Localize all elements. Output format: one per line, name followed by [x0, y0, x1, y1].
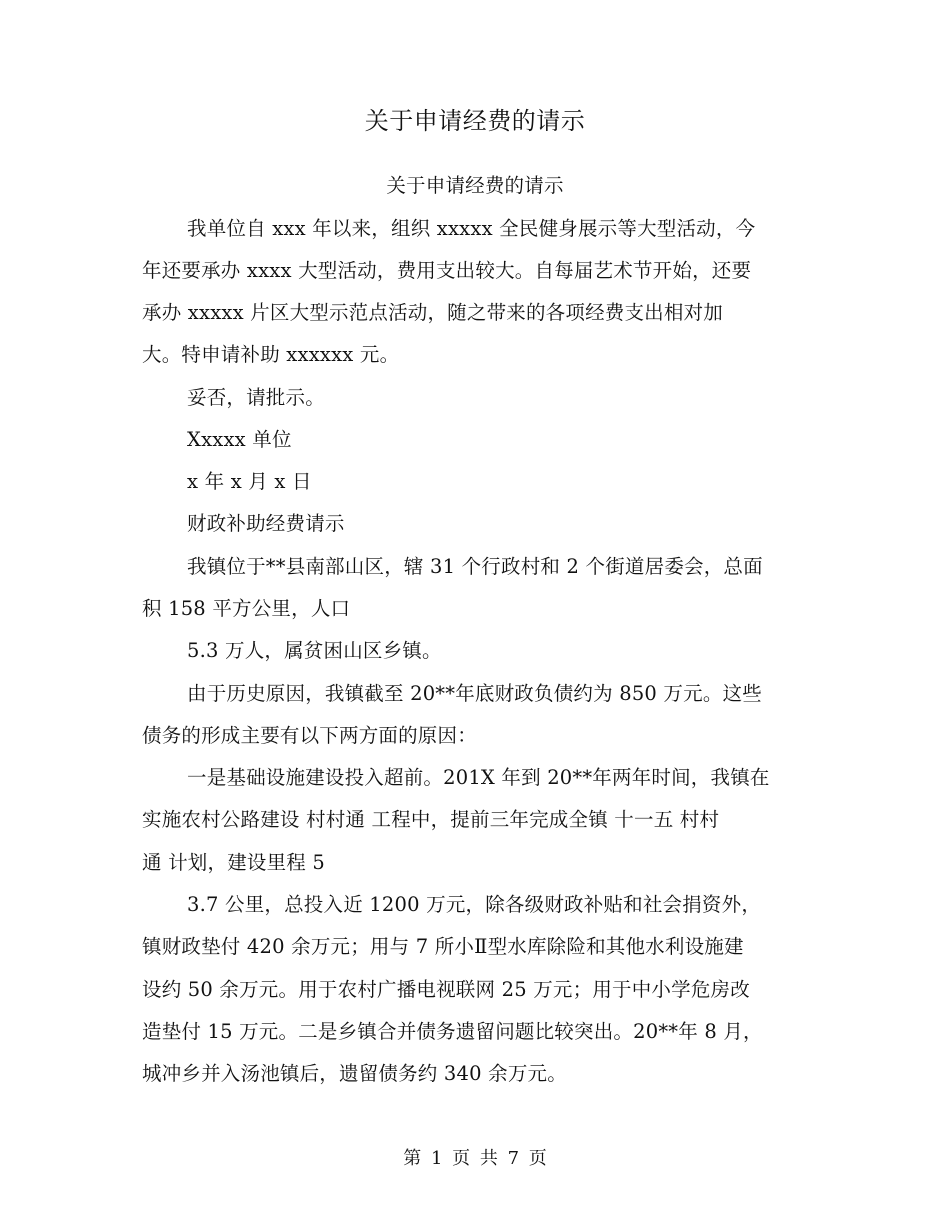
paragraph-line: 造垫付 15 万元。二是乡镇合并债务遗留问题比较突出。20**年 8 月，	[142, 1020, 763, 1043]
document-title: 关于申请经费的请示	[364, 107, 586, 135]
paragraph-line: 5.3 万人，属贫困山区乡镇。	[187, 639, 442, 662]
paragraph-line: 一是基础设施建设投入超前。201X 年到 20**年两年时间，我镇在	[187, 766, 770, 789]
section-heading: 财政补助经费请示	[187, 512, 345, 535]
sender-date: x 年 x 月 x 日	[187, 470, 312, 493]
paragraph-line: 我单位自 xxx 年以来，组织 xxxxx 全民健身展示等大型活动，今	[187, 217, 756, 240]
page-number-footer: 第 1 页 共 7 页	[403, 1148, 547, 1169]
paragraph-line: 镇财政垫付 420 余万元；用与 7 所小Ⅱ型水库除险和其他水利设施建	[142, 935, 744, 958]
paragraph-line: 大。特申请补助 xxxxxx 元。	[142, 343, 400, 366]
paragraph-line: 年还要承办 xxxx 大型活动，费用支出较大。自每届艺术节开始，还要	[142, 259, 752, 282]
paragraph-line: 3.7 公里，总投入近 1200 万元，除各级财政补贴和社会捐资外，	[187, 893, 762, 916]
paragraph-line: 债务的形成主要有以下两方面的原因：	[142, 724, 477, 747]
paragraph-line: 城冲乡并入汤池镇后，遗留债务约 340 余万元。	[142, 1062, 567, 1085]
sender-unit: Xxxxx 单位	[187, 428, 292, 451]
paragraph-line: 我镇位于**县南部山区，辖 31 个行政村和 2 个街道居委会，总面	[187, 555, 763, 578]
subtitle: 关于申请经费的请示	[386, 174, 564, 197]
paragraph-line: 积 158 平方公里，人口	[142, 597, 351, 620]
paragraph-line: 通 计划，建设里程 5	[142, 851, 326, 874]
paragraph-line: 承办 xxxxx 片区大型示范点活动，随之带来的各项经费支出相对加	[142, 301, 723, 324]
paragraph-line: 由于历史原因，我镇截至 20**年底财政负债约为 850 万元。这些	[187, 682, 762, 705]
paragraph-line: 实施农村公路建设 村村通 工程中，提前三年完成全镇 十一五 村村	[142, 808, 720, 831]
paragraph-line: 设约 50 余万元。用于农村广播电视联网 25 万元；用于中小学危房改	[142, 978, 750, 1001]
approval-request: 妥否，请批示。	[187, 386, 325, 409]
